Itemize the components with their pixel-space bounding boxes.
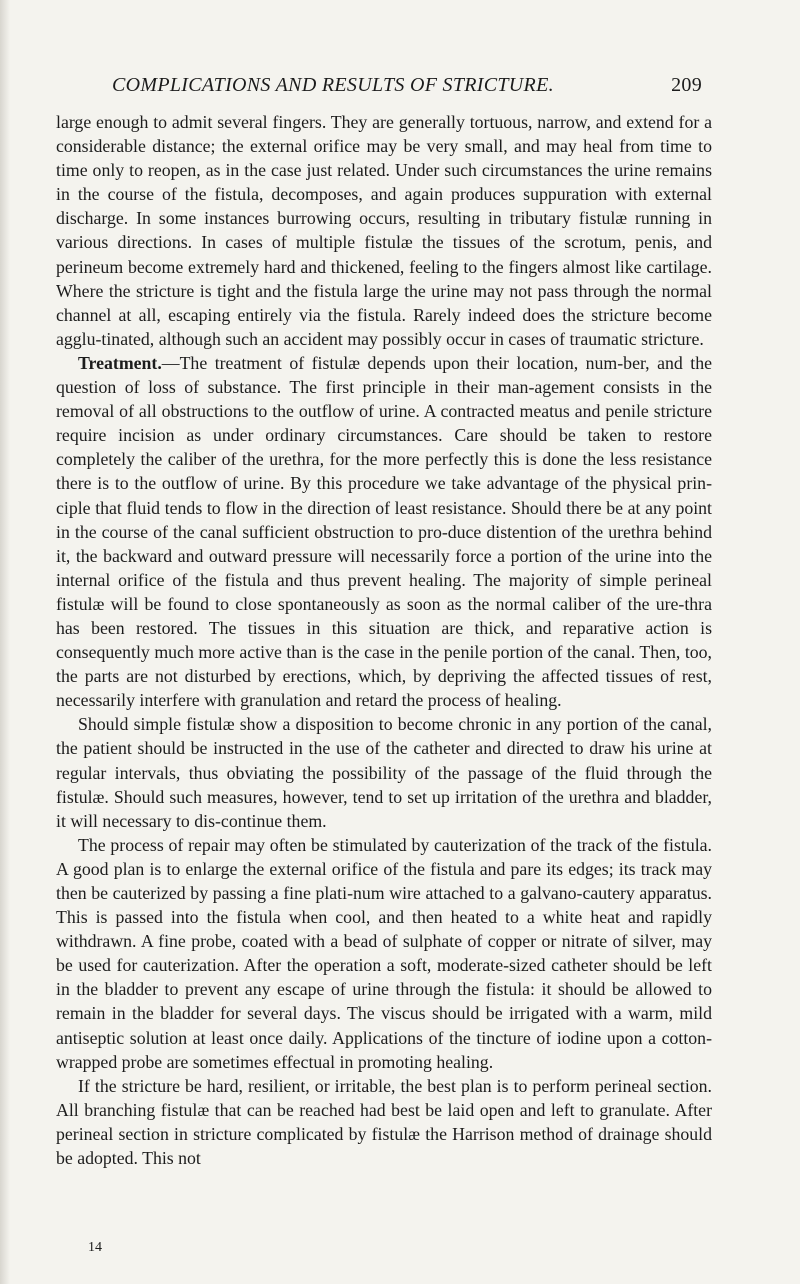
page-edge-shadow <box>0 0 10 1284</box>
paragraph: Should simple fistulæ show a disposition to become chronic in any portion of the canal, the patient should be instructed in the use of the catheter and directed to draw his urine at regular intervals, thus obviating the possibility of the passage of the fluid through the fistulæ. Should such measures, however, tend to set up irritation of the urethra and bladder, it will necessary to dis-continue them. <box>56 714 712 831</box>
running-head <box>112 74 702 98</box>
paragraph-text: —The treatment of fistulæ depends upon their location, num-ber, and the question of loss of substance. The first principle in their man-agement consists in the removal of all obstructions to the outflow of urine. A contracted meatus and penile stricture require incision as under ordinary circumstances. Care should be taken to restore completely the caliber of the urethra, for the more perfectly this is done the less resistance there is to the outflow of urine. By this procedure we take advantage of the physical prin-ciple that fluid tends to flow in the direction of least resistance. Should there be at any point in the course of the canal sufficient obstruction to pro-duce distention of the urethra behind it, the backward and outward pressure will necessarily force a portion of the urine into the internal orifice of the fistula and thus prevent healing. The majority of simple perineal fistulæ will be found to close spontaneously as soon as the normal caliber of the ure-thra has been restored. The tissues in this situation are thick, and reparative action is consequently much more active than is the case in the penile portion of the canal. Then, too, the parts are not disturbed by erections, which, by depriving the affected tissues of rest, necessarily interfere with granulation and retard the process of healing. <box>56 352 712 711</box>
paragraph-treatment <box>56 351 712 712</box>
body-text <box>56 110 712 1170</box>
page-number: 209 <box>671 74 702 96</box>
running-title: COMPLICATIONS AND RESULTS OF STRICTURE. <box>112 74 554 96</box>
paragraph: The process of repair may often be stimulated by cauterization of the track of the fistula. A good plan is to enlarge the external orifice of the fistula and pare its edges; its track may then be cauterized by passing a fine plati-num wire attached to a galvano-cautery apparatus. This is passed into the fistula when cool, and then heated to a white heat and rapidly withdrawn. A fine probe, coated with a bead of sulphate of copper or nitrate of silver, may be used for cauterization. After the operation a soft, moderate-sized catheter should be left in the bladder to prevent any escape of urine through the fistula: it should be allowed to remain in the bladder for several days. The viscus should be irrigated with a warm, mild antiseptic solution at least once daily. Applications of the tincture of iodine upon a cotton-wrapped probe are sometimes effectual in promoting healing. <box>56 834 712 1072</box>
section-heading: Treatment. <box>78 352 162 373</box>
paragraph: If the stricture be hard, resilient, or irritable, the best plan is to perform perineal section. All branching fistulæ that can be reached had best be laid open and left to granulate. After perineal section in stricture complicated by fistulæ the Harrison method of drainage should be adopted. This not <box>56 1075 712 1169</box>
paragraph: large enough to admit several fingers. They are generally tortuous, narrow, and extend for a considerable distance; the external orifice may be very small, and may heal from time to time only to reopen, as in the case just related. Under such circumstances the urine remains in the course of the fistula, decomposes, and again produces suppuration with external discharge. In some instances burrowing occurs, resulting in tributary fistulæ running in various directions. In cases of multiple fistulæ the tissues of the scrotum, penis, and perineum become extremely hard and thickened, feeling to the fingers almost like cartilage. Where the stricture is tight and the fistula large the urine may not pass through the normal channel at all, escaping entirely via the fistula. Rarely indeed does the stricture become agglu-tinated, although such an accident may possibly occur in cases of traumatic stricture. <box>56 112 712 349</box>
signature-mark: 14 <box>88 1240 102 1255</box>
